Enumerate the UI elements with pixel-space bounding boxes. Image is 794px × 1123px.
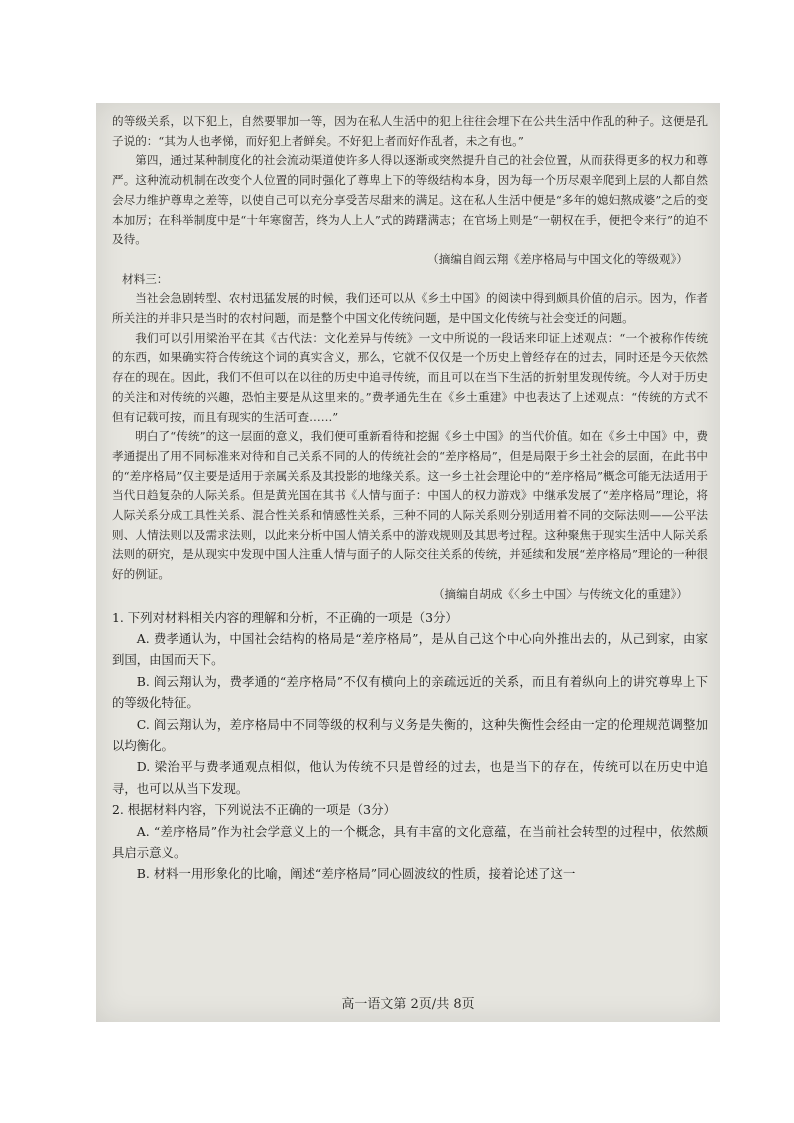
material-three-paragraph-3: 明白了“传统”的这一层面的意义，我们便可重新看待和挖掘《乡土中国》的当代价值。如在《乡土中国》中，费孝通提出了用不同标准来对待和自己关系不同的人的传统社会的“差序格局”，但是局限于乡土社会的层面，在此书中的“差序格局”仅主要是适用于亲属关系及其投影的地缘关系。这一乡土社会理论中的“差序格局”概念可能无法适用于当代日趋复杂的人际关系。但是黄光国在其书《人情与面子：中国人的权力游戏》中继承发展了“差序格局”理论，将人际关系分成工具性关系、混合性关系和情感性关系，三种不同的人际关系则分别适用着不同的交际法则——公平法则、人情法则以及需求法则，以此来分析中国人情关系中的游戏规则及其思考过程。这种聚焦于现实生活中人际关系法则的研究，是从现实中发现中国人注重人情与面子的人际交往关系的传统，并延续和发展“差序格局”理论的一种很好的例证。 bbox=[112, 429, 708, 582]
question-2-stem: 2. 根据材料内容，下列说法不正确的一项是（3分） bbox=[112, 802, 396, 818]
question-1-option-c: C. 阎云翔认为，差序格局中不同等级的权利与义务是失衡的，这种失衡性会经由一定的伦理规范调整加以均衡化。 bbox=[112, 716, 708, 754]
material-three-heading: 材料三： bbox=[122, 271, 169, 286]
material-three-source: （摘编自胡成《〈乡土中国〉与传统文化的重建》） bbox=[432, 586, 688, 601]
question-1-option-d: D. 梁治平与费孝通观点相似，他认为传统不只是曾经的过去，也是当下的存在，传统可以在历史中追寻，也可以从当下发现。 bbox=[112, 759, 708, 796]
material-two-source: （摘编自阎云翔《差序格局与中国文化的等级观》） bbox=[427, 251, 688, 266]
exam-page bbox=[96, 103, 720, 1022]
question-1-option-a: A. 费孝通认为，中国社会结构的格局是“差序格局”，是从自己这个中心向外推出去的，从己到家，由家到国，由国而天下。 bbox=[112, 630, 708, 668]
question-2-option-b: B. 材料一用形象化的比喻，阐述“差序格局”同心圆波纹的性质，接着论述了这一 bbox=[136, 866, 576, 882]
question-1-stem: 1. 下列对材料相关内容的理解和分析，不正确的一项是（3分） bbox=[112, 609, 458, 625]
page-footer: 高一语文第 2页/共 8页 bbox=[341, 997, 475, 1012]
question-1-option-b: B. 阎云翔认为，费孝通的“差序格局”不仅有横向上的亲疏远近的关系，而且有着纵向上的讲究尊卑上下的等级化特征。 bbox=[112, 673, 708, 711]
page-content bbox=[112, 112, 708, 885]
material-two-paragraph-fourth: 第四，通过某种制度化的社会流动渠道使许多人得以逐渐或突然提升自己的社会位置，从而获得更多的权力和尊严。这种流动机制在改变个人位置的同时强化了尊卑上下的等级结构本身，因为每一个历尽艰辛爬到上层的人都自然会尽力维护尊卑之差等，以使自己可以充分享受苦尽甜来的满足。这在私人生活中便是“多年的媳妇熬成婆”之后的变本加厉；在科举制度中是“十年寒窗苦，终为人上人”式的踌躇满志；在官场上则是“一朝权在手，便把令来行”的迫不及待。 bbox=[112, 153, 708, 247]
material-three-paragraph-2: 我们可以引用梁治平在其《古代法：文化差异与传统》一文中所说的一段话来印证上述观点：“一个被称作传统的东西，如果确实符合传统这个词的真实含义，那么，它就不仅仅是一个历史上曾经存在的过去，同时还是今天依然存在的现在。因此，我们不但可以在以往的历史中追寻传统，而且可以在当下生活的折射里发现传统。今人对于历史的关注和对传统的兴趣，恐怕主要是从这里来的。”费孝通先生在《乡土重建》中也表达了上述观点：“传统的方式不但有记载可按，而且有现实的生活可查……” bbox=[112, 330, 708, 424]
material-three-paragraph-1: 当社会急剧转型、农村迅猛发展的时候，我们还可以从《乡土中国》的阅读中得到颇具价值的启示。因为，作者所关注的并非只是当时的农村问题，而是整个中国文化传统问题，是中国文化传统与社会变迁的问题。 bbox=[112, 291, 708, 326]
question-section bbox=[112, 607, 708, 885]
question-2-option-a: A. “差序格局”作为社会学意义上的一个概念，具有丰富的文化意蕴，在当前社会转型的过程中，依然颇具启示意义。 bbox=[112, 823, 708, 861]
material-two-paragraph-tail: 的等级关系，以下犯上，自然要罪加一等，因为在私人生活中的犯上往往会埋下在公共生活中作乱的种子。这便是孔子说的：“其为人也孝悌，而好犯上者鲜矣。不好犯上者而好作乱者，未之有也。” bbox=[112, 114, 708, 148]
